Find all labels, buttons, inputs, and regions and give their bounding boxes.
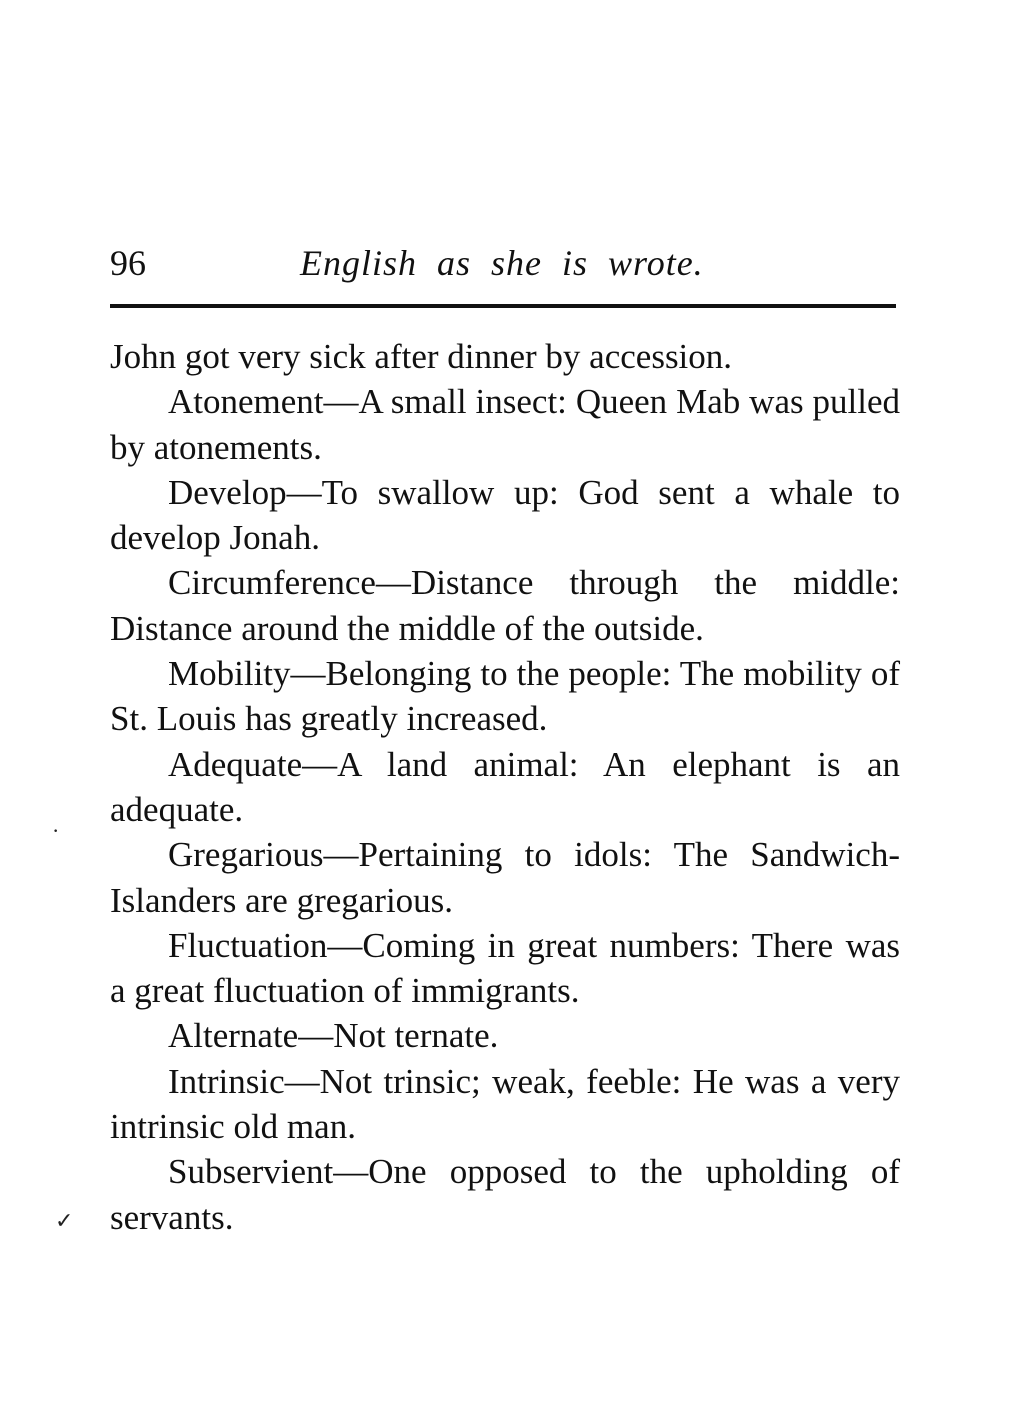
definition-entry: Gregarious—Pertaining to idols: The Sandwich-Islanders are gregarious. [110, 835, 900, 920]
definition-entry: Intrinsic—Not trinsic; weak, feeble: He was a very intrinsic old man. [110, 1061, 900, 1147]
margin-tick-mark: ✓ [55, 1208, 74, 1233]
definition-entry: Fluctuation—Coming in great numbers: There was a great fluctuation of immigrants. [110, 925, 900, 1011]
definition-entry: Circumference—Distance through the middle: Distance around the middle of the outside. [110, 563, 900, 648]
header-rule [110, 304, 896, 308]
page-header [110, 238, 900, 288]
definition-entry: Subservient—One opposed to the upholding of servants. [110, 1152, 900, 1237]
continuation-paragraph: John got very sick after dinner by accession. [110, 337, 733, 376]
margin-speck: · [52, 818, 60, 843]
page-body [110, 334, 900, 1240]
definition-entry: Mobility—Belonging to the people: The mobility of St. Louis has greatly increased. [110, 654, 900, 739]
running-title: English as she is wrote. [300, 243, 704, 283]
definition-entry: Develop—To swallow up: God sent a whale to develop Jonah. [110, 472, 900, 558]
page-number: 96 [110, 243, 146, 283]
definition-entry: Adequate—A land animal: An elephant is an adequate. [110, 744, 900, 829]
definition-entry: Alternate—Not ternate. [168, 1016, 499, 1056]
definition-entry: Atonement—A small insect: Queen Mab was pulled by atonements. [110, 382, 900, 467]
